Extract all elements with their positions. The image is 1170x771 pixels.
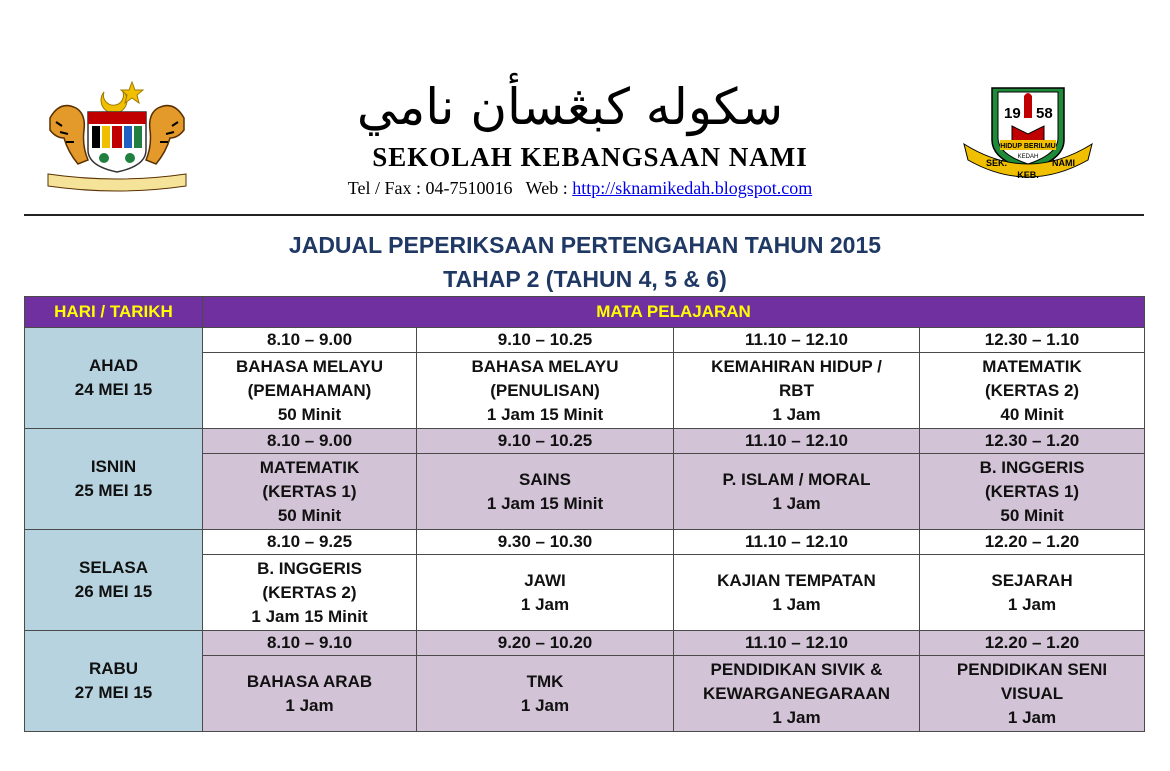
contact-tel-fax: Tel / Fax : 04-7510016 Web : <box>347 178 573 198</box>
subject-duration: 1 Jam <box>285 695 334 715</box>
exam-title: JADUAL PEPERIKSAAN PERTENGAHAN TAHUN 2015 <box>288 232 882 258</box>
exam-subtitle: TAHAP 2 (TAHUN 4, 5 & 6) <box>443 266 727 292</box>
subject-name: P. ISLAM / MORAL <box>722 469 871 489</box>
day-cell <box>25 328 203 429</box>
badge-scroll-sek: SEK. <box>986 158 1008 168</box>
subject-name: SEJARAH <box>991 570 1073 590</box>
subject-cell <box>920 656 1145 732</box>
table-row <box>25 328 1145 353</box>
contact-line <box>200 178 960 199</box>
time-slot: 12.20 – 1.20 <box>920 631 1145 656</box>
subject-duration: 50 Minit <box>277 404 342 424</box>
subject-name: BAHASA MELAYU <box>471 356 619 376</box>
time-slot: 8.10 – 9.00 <box>203 429 417 454</box>
subject-cell <box>920 555 1145 631</box>
subject-name: KEMAHIRAN HIDUP / <box>711 356 882 376</box>
badge-motto: HIDUP BERILMU <box>1000 143 1056 150</box>
subject-name: SAINS <box>519 469 571 489</box>
subject-name: (KERTAS 2) <box>262 582 357 602</box>
time-slot: 9.20 – 10.20 <box>417 631 674 656</box>
subject-duration: 50 Minit <box>1000 505 1064 525</box>
subject-duration: 1 Jam <box>772 404 821 424</box>
time-slot: 8.10 – 9.10 <box>203 631 417 656</box>
time-slot: 11.10 – 12.10 <box>674 429 920 454</box>
time-slot: 8.10 – 9.00 <box>203 328 417 353</box>
badge-scroll-nami: NAMI <box>1052 158 1075 168</box>
subject-cell <box>920 353 1145 429</box>
table-row <box>25 429 1145 454</box>
subject-cell <box>674 454 920 530</box>
subject-duration: 1 Jam <box>520 594 570 614</box>
subject-duration: 50 Minit <box>277 505 342 525</box>
table-row <box>25 530 1145 555</box>
day-name: ISNIN <box>90 457 137 476</box>
subject-name: (KERTAS 2) <box>984 380 1080 400</box>
badge-scroll-keb: KEB. <box>1017 170 1039 180</box>
time-slot: 9.10 – 10.25 <box>417 328 674 353</box>
time-slot: 12.30 – 1.10 <box>920 328 1145 353</box>
subject-name: B. INGGERIS <box>979 457 1085 477</box>
day-name: SELASA <box>79 558 148 577</box>
subject-cell <box>203 656 417 732</box>
subject-cell <box>417 353 674 429</box>
subject-duration: 1 Jam <box>772 707 821 727</box>
subject-duration: 1 Jam 15 Minit <box>251 606 368 626</box>
day-date: 27 MEI 15 <box>74 683 153 702</box>
subject-duration: 1 Jam <box>772 594 821 614</box>
table-header-row <box>25 297 1145 328</box>
day-date: 26 MEI 15 <box>74 582 153 601</box>
exam-timetable <box>24 296 1145 732</box>
subject-name: (KERTAS 1) <box>262 481 357 501</box>
school-badge-icon <box>962 82 1094 192</box>
subject-cell <box>203 353 417 429</box>
subject-duration: 1 Jam <box>1007 707 1057 727</box>
subject-name: PENDIDIKAN SIVIK & <box>710 659 883 679</box>
subject-name: B. INGGERIS <box>257 558 362 578</box>
subject-name: MATEMATIK <box>259 457 360 477</box>
time-slot: 11.10 – 12.10 <box>674 530 920 555</box>
subject-name: KAJIAN TEMPATAN <box>717 570 876 590</box>
time-slot: 9.10 – 10.25 <box>417 429 674 454</box>
school-name: SEKOLAH KEBANGSAAN NAMI <box>372 142 808 172</box>
subject-cell <box>203 454 417 530</box>
subject-name: PENDIDIKAN SENI <box>956 659 1108 679</box>
subject-name: JAWI <box>524 570 566 590</box>
subject-duration: 1 Jam 15 Minit <box>486 404 604 424</box>
mata-pelajaran-header: MATA PELAJARAN <box>203 297 1145 328</box>
subject-name: TMK <box>526 671 564 691</box>
subject-duration: 40 Minit <box>1000 404 1064 424</box>
day-cell <box>25 530 203 631</box>
subject-name: KEWARGANEGARAAN <box>703 683 890 703</box>
time-slot: 12.20 – 1.20 <box>920 530 1145 555</box>
subject-name: BAHASA MELAYU <box>235 356 384 376</box>
badge-year-right: 58 <box>1036 105 1053 122</box>
subject-name: (PEMAHAMAN) <box>247 380 372 400</box>
subject-cell <box>203 555 417 631</box>
subject-cell <box>674 353 920 429</box>
subject-name: BAHASA ARAB <box>246 671 373 691</box>
badge-year-left: 19 <box>1004 105 1021 122</box>
badge-state: KEDAH <box>1017 154 1039 160</box>
hari-tarikh-header: HARI / TARIKH <box>25 297 203 328</box>
time-slot: 9.30 – 10.30 <box>417 530 674 555</box>
day-name: RABU <box>88 659 139 678</box>
subject-duration: 1 Jam 15 Minit <box>486 493 604 513</box>
subject-name: (PENULISAN) <box>490 380 600 400</box>
table-row <box>25 631 1145 656</box>
subject-name: RBT <box>779 380 814 400</box>
time-slot: 8.10 – 9.25 <box>203 530 417 555</box>
subject-name: VISUAL <box>1000 683 1064 703</box>
time-slot: 12.30 – 1.20 <box>920 429 1145 454</box>
malaysia-coat-of-arms-icon <box>42 78 192 193</box>
subject-name: (KERTAS 1) <box>984 481 1080 501</box>
subject-duration: 1 Jam <box>772 493 821 513</box>
time-slot: 11.10 – 12.10 <box>674 328 920 353</box>
day-date: 25 MEI 15 <box>74 481 153 500</box>
subject-cell <box>417 555 674 631</box>
day-date: 24 MEI 15 <box>74 380 153 399</box>
subject-duration: 1 Jam <box>520 695 570 715</box>
day-cell <box>25 429 203 530</box>
subject-cell <box>674 555 920 631</box>
header-divider <box>24 214 1144 216</box>
subject-name: MATEMATIK <box>982 356 1082 376</box>
subject-cell <box>674 656 920 732</box>
time-slot: 11.10 – 12.10 <box>674 631 920 656</box>
day-cell <box>25 631 203 732</box>
subject-cell <box>417 454 674 530</box>
website-link[interactable]: http://sknamikedah.blogspot.com <box>572 178 813 198</box>
school-name-jawi: سکوله کبڠسأن نامي <box>356 78 784 136</box>
subject-duration: 1 Jam <box>1007 594 1057 614</box>
subject-cell <box>920 454 1145 530</box>
day-name: AHAD <box>88 356 139 375</box>
subject-cell <box>417 656 674 732</box>
